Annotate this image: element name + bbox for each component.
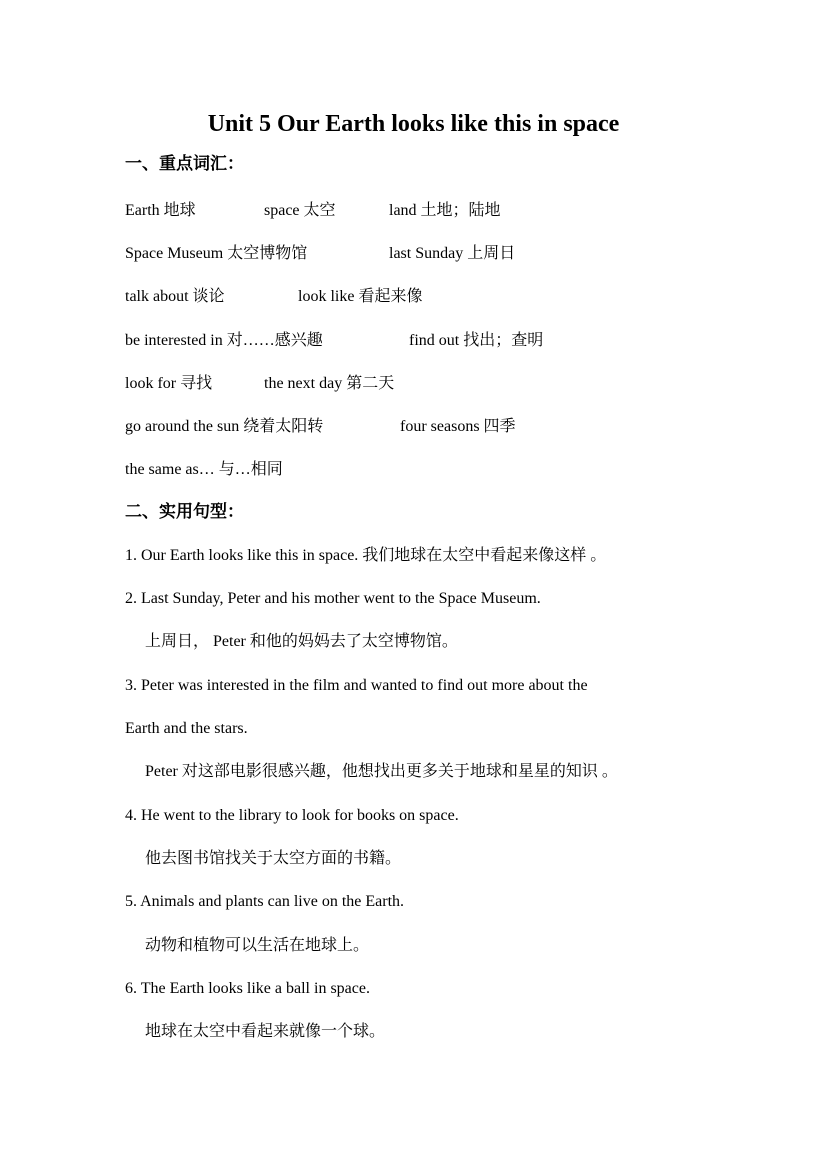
vocab-row — [125, 197, 725, 221]
sentence-3-chinese: Peter 对这部电影很感兴趣，他想找出更多关于地球和星星的知识 。 — [145, 763, 618, 780]
vocab-item: find out 找出；查明 — [409, 332, 544, 349]
sentence-4-chinese: 他去图书馆找关于太空方面的书籍。 — [145, 850, 402, 867]
page-title: Unit 5 Our Earth looks like this in space — [207, 111, 620, 137]
vocab-item: look like 看起来像 — [298, 288, 423, 305]
vocab-item: talk about 谈论 — [125, 288, 225, 305]
vocab-item: four seasons 四季 — [400, 418, 516, 435]
sentence-2-chinese: 上周日， Peter 和他的妈妈去了太空博物馆。 — [145, 633, 458, 650]
vocab-row — [125, 370, 725, 394]
vocab-item: land 土地；陆地 — [389, 202, 501, 219]
vocab-item: look for 寻找 — [125, 375, 213, 392]
vocab-item: the next day 第二天 — [264, 375, 395, 392]
section-heading-vocabulary: 一、重点词汇： — [125, 154, 244, 173]
vocab-row — [125, 283, 725, 307]
vocab-item: last Sunday 上周日 — [389, 245, 516, 262]
section-heading-sentences: 二、实用句型： — [125, 502, 244, 521]
vocab-row — [125, 456, 725, 480]
sentence-3-english-line1: 3. Peter was interested in the film and wanted to find out more about the — [125, 677, 588, 694]
vocab-row — [125, 413, 725, 437]
vocab-item: go around the sun 绕着太阳转 — [125, 418, 324, 435]
sentence-4-english: 4. He went to the library to look for books on space. — [125, 807, 459, 824]
sentence-5-chinese: 动物和植物可以生活在地球上。 — [145, 937, 370, 954]
sentence-3-english-line2: Earth and the stars. — [125, 720, 248, 737]
sentence-6-chinese: 地球在太空中看起来就像一个球。 — [145, 1023, 386, 1040]
sentence-5-english: 5. Animals and plants can live on the Earth. — [125, 893, 405, 910]
vocab-item: the same as… 与…相同 — [125, 461, 283, 478]
vocab-item: space 太空 — [264, 202, 336, 219]
vocab-row — [125, 240, 725, 264]
vocab-row — [125, 327, 725, 351]
vocab-item: Earth 地球 — [125, 202, 196, 219]
sentence-2-english: 2. Last Sunday, Peter and his mother went to the Space Museum. — [125, 590, 541, 607]
vocab-item: Space Museum 太空博物馆 — [125, 245, 308, 262]
sentence-6-english: 6. The Earth looks like a ball in space. — [125, 980, 370, 997]
sentence-1: 1. Our Earth looks like this in space. 我们地球在太空中看起来像这样 。 — [125, 547, 607, 564]
vocab-item: be interested in 对……感兴趣 — [125, 332, 323, 349]
